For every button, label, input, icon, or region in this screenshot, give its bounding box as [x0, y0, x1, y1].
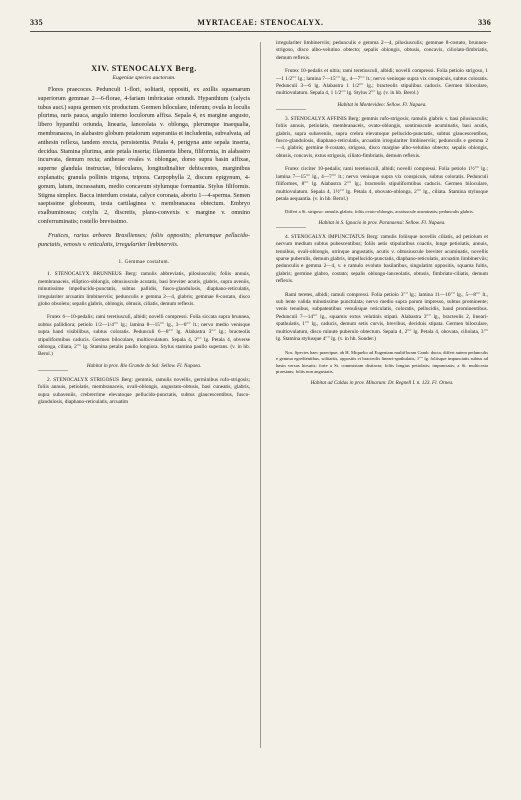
page-number-left: 335 [30, 18, 43, 27]
species-description: 2. STENOCALYX STRIGOSUS Berg: gemmis, ramulis novellis, germinibus rufo-strigosis; foliis annuis, petiolatis, membranaceis, ovali-oblongis, angustato-obtusis, basi cuneatis, glabris, supra subaveniis, crebrerrime elevatoque pellucido-punctatis, subtus glaucescentibus, fusco-glandulosis, diaphano-reticulatis, arcuatim [38, 376, 250, 406]
species-description: 4. STENOCALYX IMPUNCTATUS Berg: ramulis foliisque novellis ciliatis, ad petiolum et nervum medium subtus pubescentibus; foliis aetis stipularibus coactis, longe petiolatis, annuis, tenuibus, ovali-oblongis, utrinque angustatis, acutis v. obtusiuscule breviter acuminatis, novellis sparse puberulis, demum glabris, impellucido-punctatis, diaphano-reticulatis, arcuatim limbinerviis; pedunculis e gemma 2—4, v. e ramulo evoluto basilaribus, singulatim oppositis, squama fultis, glabris; germine glabro, costato; sepalis oblongo-lanceolatis, obtusis, fimbriato-ciliatis, demum reflexis. [276, 233, 488, 285]
running-title: MYRTACEAE: STENOCALYX. [197, 18, 324, 27]
species-detail: Frutex circiter 10-pedalis; rami teretiusculi, albidi; novelli compressi. Folia petiolo 1½″″ lg.; lamina 7—15″″ lg., 4—7″″ lt.; nervo venisque supra vix conspicuis, subtus coloratis. Pedunculi filiformes, 8″″ lg. Alabastra 2″″ lg.; bracteolis stipuliformibus caducis. Germen biloculare, multiovulatum. Sepala 4, 1½″″ lg. Petala 4, obovato-oblonga, 2″″ lg., ciliata. Stamina stylusque petala aequantia. (v. in hb. Berol.) [276, 166, 488, 202]
species-habitat: Habitat ad Caldas in prov. Minarum: Dr. Regnell I. n. 123. Fl. Ornea. [310, 379, 454, 386]
species-note: Differt a St. strigoso: ramulis glabris; foliis ovato-oblongis, acutiuscule acuminatis; pedunculis glabris. [285, 209, 474, 215]
species-detail: Rami teretes, albidi; ramuli compressi. Folia petiolo 3″″ lg.; lamina 11—16″″ lg., 5—8″″ lt., sub lente valida minutissime punctulata; nervo medio supra parum impresso, subtus prominente; venis tenuibus, subpatentibus venulisque reticulatis, coloratis, pellucidis, haud prominentibus. Pedunculi 7—14″″ lg., squamis extus velutinis stipati. Alabastra 3″″ lg., bracteolis 2, lineari-spathulatis, 1″″ lg., caducis, demum setis curvis, brevibus, deciduis stipata. Germen biloculare, multiovulatum, disco minute puberulo obtectum. Sepala 4, 2″″ lg. Petala 4, obovata, ciliolata, 3″″ lg. Stamina stylusque 4″″ lg. (v. in hb. Sonder.) [276, 291, 488, 343]
species-description: 1. STENOCALYX BRUNNEUS Berg: ramulis abbreviatis, pilosiusculis; foliis annuis, membranaceis, elliptico-oblongis, obtusiuscule acutatis, basi breviter acutis, glabris, supra aveniis, minutissime impellucido-punctatis, subtus pallidis, fusco-glandulosis, diaphano-reticulatis, irregulariter arcuatim limbinerviis; pedunculis e gemma 2—4, glabris; gemmae 8-costato, disco globo obsoleto; sepalis glabris, oblongis, obtusis, ciliatis, demum reflexis. [38, 271, 250, 307]
species-separator [276, 227, 306, 228]
running-header [30, 18, 491, 30]
genus-subtitle: Eugeniae species auctorum. [112, 75, 176, 81]
genus-description: Flores praecoces. Pedunculi 1-flori, solitarii, oppositi, ex axillis squamarum superiorum gemmae 2—6-florae, 4-fariam imbricatae oriundi. Hypanthium (calycis tubus auct.) supra germen vix productum. Germen biloculare, inferum; ovula in loculis plurima, raris pauca, angulo interno loculorum affixa. Sepala 4, ex margine angusto, libero hypanthii oriunda, linearia, lanceolata v. oblonga, plerumque inaequalia, membranacea, in alabastro globum petalorum superantia et includentia, subvalvata, ad anthesin reflexa, tandem erecta, persistentia. Petala 4, perigyna ante sepala inserta, decidua. Stamina plurima, ante petala inserta; filamenta libera, filiformia, in alabastro incurvata, demum recta; antherae ovales v. oblongae, dorso supra basin affixae, superne glandula instructae, biloculares, longitudinaliter dehiscentes, marginibus explanatis; granula pollinis trigona, tripora. Carpophylla 2, discum epigynum, 4-gonum, latum, incrassatum, medio concavum stylumque formantia. Stylus filiformis. Stigma simplex. Bacca interdum costata, calyce coronata, abortu 1—4-sperma. Semen saepissime globosum, testa cartilaginea v. membranacea obtectum. Embryo exalbuminosus; cotylis 2, discretis, plano-convexis v. margine v. omnino conferruminatis; rostello brevissimo. [38, 87, 250, 225]
genus-character: Frutices, rarius arbores Brasilienses; foliis oppositis; plerumque pellucido-punctatis, venosis v. reticulatis, irregulariter limbinerviis. [38, 232, 250, 248]
header-rule [30, 31, 491, 32]
species-habitat: Habitat in Montevideo: Sellow. Fl. Napaea. [337, 101, 427, 108]
species-continuation: irregulariter limbinerviis; pedunculis e gemma 2—4, pilosiusculis; gemmae 8-costato, brunneo-strigoso, disco albo-velutino obtecto; sepalis oblongis, obtusis, concavis, ciliolato-fimbriatis, demum reflexis. [276, 40, 488, 61]
page-number-right: 336 [478, 18, 491, 27]
species-habitat: Habitat in prov. Rio Grande do Sul: Sellow. Fl. Napaea. [86, 362, 202, 369]
species-separator [276, 109, 306, 110]
species-detail: Frutex 10-pedalis et ultra; rami teretiusculi, albidi; novelli compressi. Folia petiolo strigoso, 1—1 1/2″″ lg.; lamina 7—15″″ lg., 4—7″″ lt.; nervo venisque supra vix conspicuis, subtus coloratis. Pedunculi 3—6 lg. Alabastra 1 1/2″″ lg.; bracteolis stipulibus caducis. Germen biloculare, multiovulatum. Sepala 4, 1 1/2″″ lg. Stylus 2″″ lg. (v. in hb. Berol.) [276, 68, 488, 97]
species-detail: Frutex 6—10-pedalis; rami teretiusculi, albidi; novelli compressi. Folia siccata supra brunnea, subtus pallidiora; petiolo 1/2—1/4″″ lg.; lamina 8—15″″ lg., 3—6″″ lt.; nervo medio venisque supra hand visibilibus, subtus coloratis. Pedunculi 6—8″″ lg. Alabastra 3″″ lg.; bracteolis stipuliformibus caducis. Germen biloculare, multiovulatum. Sepala 4, 2″″ lg. Petala 4, obverse oblonga, ciliata, 2″″ lg. Stamina petalis paullo longiora. Stylus stamina paullo superans. (v. in hb. Berol.) [38, 314, 250, 358]
column-divider [260, 42, 261, 748]
species-habitat: Habitat in S. Ignacio in prov. Paranaensi: Sellow. Fl. Napaea. [318, 219, 446, 226]
species-description: 3. STENOCALYX AFFINIS Berg: gemmis rufo-strigosis; ramulis glabris v. basi pilosiusculis; foliis annuis, petiolatis, membranaceis, ovato-oblongis, sontinuscule acuminatis, basi acutis, glabris, supra subaveniis, supra crebra elevatoque pellucido-punctatis, subtus glaucescentibus, fusco-glandulosis, diaphano-reticulatis, arcuatim irregulariter limbinerviis; pedunculis e gemma 2—4, glabris; germine 8-costato, strigoso, disco margine albo-velutino obtecto; sepalis oblongis, obtusis, concavis, extus strigosis, ciliato-fimbriatis, demum reflexis. [276, 115, 488, 159]
genus-title: XIV. STENOCALYX Berg. [91, 64, 197, 73]
left-column [38, 40, 250, 746]
species-note: Nos. Species haec praecipue, ab H. Miquelio ad Eugeniam multifloram Camb. ducta, differt autem pedunculis e gemma egredientibus, solitariis, oppositis et bracteolis lineari-spathulatis, 1″″ lg. foliisque impunctatis subtus ad basin versus hirsutis; forte a St. commixtam distincta; foliis longius petiolatis; impunctatis; a St. multicosta praestans; foliis non angustatis. [276, 349, 488, 374]
species-separator [38, 370, 68, 371]
group-title: 1. Gemmae costatum. [118, 259, 170, 266]
right-column [276, 40, 488, 752]
